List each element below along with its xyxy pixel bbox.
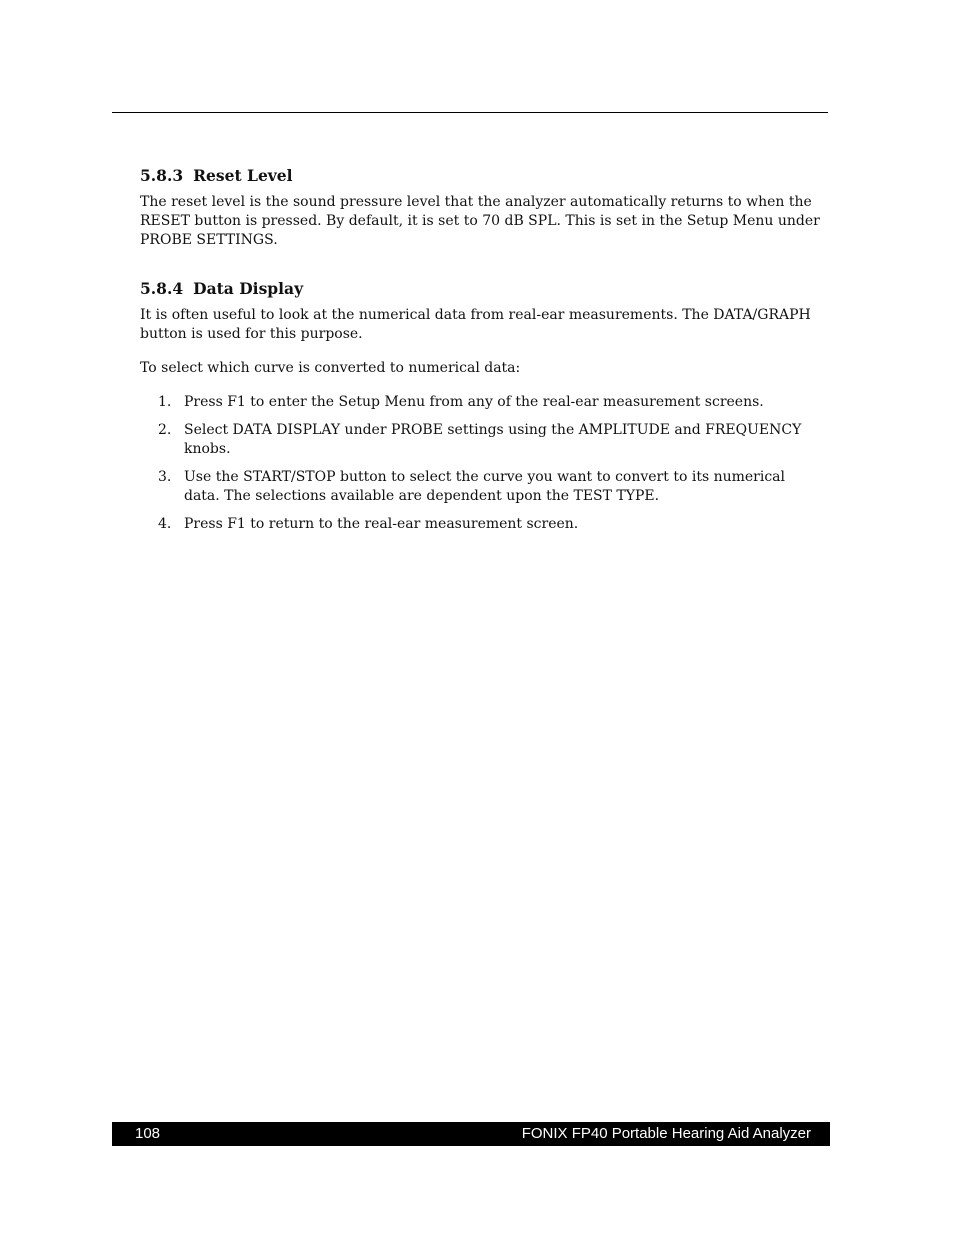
section-number: 5.8.3 [140,166,184,185]
list-item [140,515,822,534]
list-marker: 3. [158,469,172,485]
list-item-text: Press F1 to enter the Setup Menu from any of the real-ear measurement screens. [184,394,764,410]
section-heading [140,279,822,299]
list-item-text: Press F1 to return to the real-ear measurement screen. [184,516,579,532]
list-item [140,393,822,412]
list-item-text: Use the START/STOP button to select the curve you want to convert to its numerical data. The selections available are dependent upon the TEST TYPE. [184,469,786,504]
list-item [140,468,822,506]
footer-bar [112,1122,830,1146]
footer-product-title: FONIX FP40 Portable Hearing Aid Analyzer [521,1125,811,1142]
steps-list [140,393,822,534]
section-title: Data Display [193,279,304,298]
section-reset-level [140,166,822,250]
section-heading [140,166,822,186]
section-paragraph: The reset level is the sound pressure level that the analyzer automatically returns to when the RESET button is pressed. By default, it is set to 70 dB SPL. This is set in the Setup Menu under PROBE SETTINGS. [140,194,820,248]
list-item-text: Select DATA DISPLAY under PROBE settings using the AMPLITUDE and FREQUENCY knobs. [184,422,802,457]
section-data-display [140,279,822,534]
section-title: Reset Level [193,166,293,185]
section-number: 5.8.4 [140,279,184,298]
header-rule [112,112,828,113]
list-marker: 2. [158,422,172,438]
page-content [140,166,822,563]
section-paragraph: To select which curve is converted to numerical data: [140,360,521,376]
section-paragraph: It is often useful to look at the numerical data from real-ear measurements. The DATA/GRAPH button is used for this purpose. [140,307,811,342]
list-item [140,421,822,459]
list-marker: 4. [158,516,172,532]
list-marker: 1. [158,394,172,410]
page-number: 108 [135,1125,161,1142]
